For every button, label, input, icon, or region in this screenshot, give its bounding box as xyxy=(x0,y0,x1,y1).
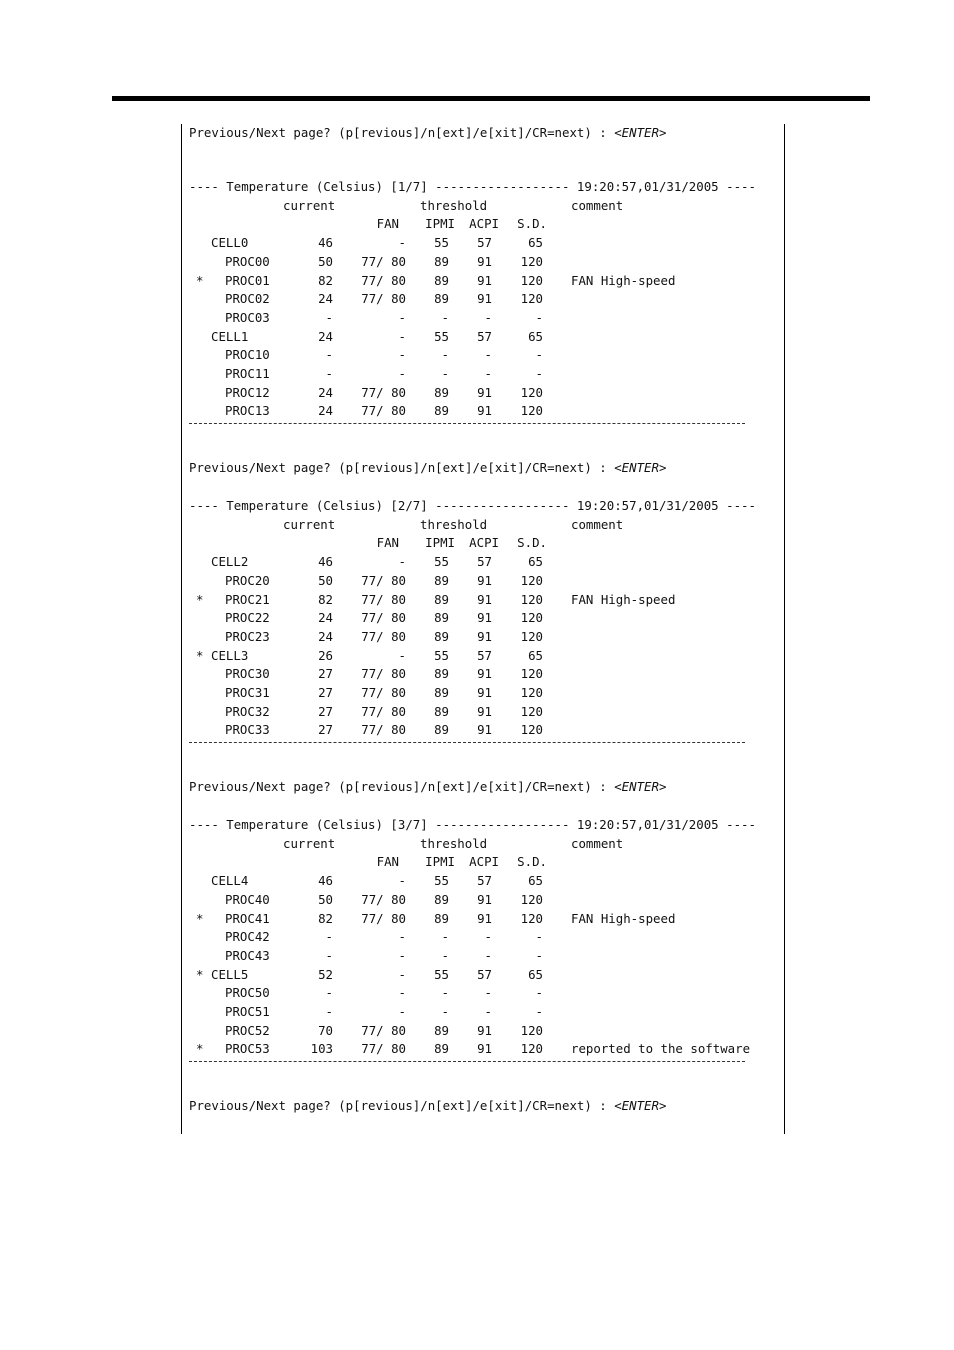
acpi-threshold: 91 xyxy=(477,722,492,738)
sensor-name: CELL4 xyxy=(211,873,249,889)
ipmi-threshold: 89 xyxy=(434,685,449,700)
ipmi-threshold: 89 xyxy=(434,591,449,607)
header-comment: comment xyxy=(571,197,624,213)
sd-threshold: 120 xyxy=(520,685,543,700)
ipmi-threshold: - xyxy=(441,309,449,325)
table-row xyxy=(189,290,769,308)
current-temp: 26 xyxy=(318,647,333,663)
header-threshold: threshold xyxy=(420,835,488,851)
table-row xyxy=(189,1040,769,1058)
header-sd: S.D. xyxy=(517,535,547,551)
header-fan: FAN xyxy=(376,216,399,232)
sensor-name: PROC42 xyxy=(225,929,270,945)
table-row xyxy=(189,966,769,984)
acpi-threshold: 91 xyxy=(477,685,492,700)
header-comment: comment xyxy=(571,516,624,532)
fan-threshold: 77/ 80 xyxy=(361,703,406,719)
fan-threshold: 77/ 80 xyxy=(361,572,406,588)
ipmi-threshold: 89 xyxy=(434,403,449,419)
fan-threshold: 77/ 80 xyxy=(361,722,406,738)
temperature-page-title: ---- Temperature (Celsius) [2/7] ------------------ 19:20:57,01/31/2005 ---- xyxy=(189,498,756,513)
page-prompt xyxy=(189,778,666,796)
header-sd: S.D. xyxy=(517,854,547,870)
current-temp: 46 xyxy=(318,873,333,889)
ipmi-threshold: 89 xyxy=(434,572,449,588)
acpi-threshold: - xyxy=(484,929,492,945)
ipmi-threshold: - xyxy=(441,366,449,381)
sensor-name: PROC31 xyxy=(225,685,270,700)
acpi-threshold: 57 xyxy=(477,554,492,570)
sd-threshold: 120 xyxy=(520,272,543,288)
current-temp: 27 xyxy=(318,722,333,738)
header-row-2 xyxy=(189,853,769,871)
table-row xyxy=(189,328,769,346)
ipmi-threshold: - xyxy=(441,985,449,1001)
sd-threshold: - xyxy=(535,347,543,363)
current-temp: - xyxy=(325,366,333,381)
enter-key-label: <ENTER> xyxy=(614,1098,667,1113)
header-acpi: ACPI xyxy=(469,216,499,232)
acpi-threshold: 57 xyxy=(477,647,492,663)
fan-threshold: 77/ 80 xyxy=(361,610,406,626)
acpi-threshold: 91 xyxy=(477,666,492,682)
alert-mark: * xyxy=(196,272,204,288)
table-row xyxy=(189,947,769,965)
sensor-name: PROC11 xyxy=(225,366,270,381)
header-row-1 xyxy=(189,516,769,534)
ipmi-threshold: 89 xyxy=(434,253,449,269)
table-row xyxy=(189,553,769,571)
sensor-name: CELL3 xyxy=(211,647,249,663)
table-row xyxy=(189,1003,769,1021)
sd-threshold: 120 xyxy=(520,1041,543,1057)
current-temp: 82 xyxy=(318,591,333,607)
fan-threshold: 77/ 80 xyxy=(361,253,406,269)
top-rule xyxy=(112,96,870,101)
acpi-threshold: - xyxy=(484,347,492,363)
prompt-text: Previous/Next page? (p[revious]/n[ext]/e[xit]/CR=next) : xyxy=(189,779,615,794)
sd-threshold: 65 xyxy=(528,647,543,663)
acpi-threshold: - xyxy=(484,366,492,381)
current-temp: 50 xyxy=(318,891,333,907)
ipmi-threshold: 55 xyxy=(434,554,449,570)
enter-key-label: <ENTER> xyxy=(614,779,667,794)
prompt-text: Previous/Next page? (p[revious]/n[ext]/e[xit]/CR=next) : xyxy=(189,460,615,475)
acpi-threshold: 91 xyxy=(477,384,492,400)
sd-threshold: - xyxy=(535,947,543,963)
sd-threshold: 120 xyxy=(520,384,543,400)
current-temp: 27 xyxy=(318,685,333,700)
acpi-threshold: - xyxy=(484,309,492,325)
fan-threshold: - xyxy=(398,366,406,381)
current-temp: 50 xyxy=(318,253,333,269)
acpi-threshold: 91 xyxy=(477,1041,492,1057)
fan-threshold: - xyxy=(398,873,406,889)
page-separator xyxy=(189,423,745,424)
table-row xyxy=(189,402,769,420)
acpi-threshold: 91 xyxy=(477,291,492,307)
fan-threshold: 77/ 80 xyxy=(361,685,406,700)
sd-threshold: 120 xyxy=(520,910,543,926)
fan-threshold: - xyxy=(398,328,406,344)
sensor-name: PROC32 xyxy=(225,703,270,719)
table-row xyxy=(189,665,769,683)
sd-threshold: - xyxy=(535,985,543,1001)
sd-threshold: 120 xyxy=(520,703,543,719)
header-row-2 xyxy=(189,534,769,552)
sd-threshold: 120 xyxy=(520,891,543,907)
current-temp: - xyxy=(325,929,333,945)
current-temp: - xyxy=(325,347,333,363)
sensor-name: PROC03 xyxy=(225,309,270,325)
table-row xyxy=(189,365,769,383)
sensor-name: PROC51 xyxy=(225,1004,270,1019)
table-row xyxy=(189,984,769,1002)
fan-threshold: 77/ 80 xyxy=(361,1041,406,1057)
sd-threshold: 120 xyxy=(520,591,543,607)
sd-threshold: 120 xyxy=(520,666,543,682)
sensor-name: PROC33 xyxy=(225,722,270,738)
ipmi-threshold: 89 xyxy=(434,910,449,926)
header-ipmi: IPMI xyxy=(425,854,455,870)
table-row xyxy=(189,684,769,702)
current-temp: 82 xyxy=(318,272,333,288)
fan-threshold: 77/ 80 xyxy=(361,910,406,926)
fan-threshold: 77/ 80 xyxy=(361,272,406,288)
sd-threshold: 120 xyxy=(520,291,543,307)
current-temp: 27 xyxy=(318,666,333,682)
acpi-threshold: 57 xyxy=(477,235,492,251)
sd-threshold: 120 xyxy=(520,1022,543,1038)
table-row xyxy=(189,910,769,928)
header-ipmi: IPMI xyxy=(425,535,455,551)
sd-threshold: 65 xyxy=(528,873,543,889)
header-row-1 xyxy=(189,835,769,853)
sd-threshold: 120 xyxy=(520,722,543,738)
table-row xyxy=(189,309,769,327)
fan-threshold: 77/ 80 xyxy=(361,891,406,907)
sensor-name: CELL2 xyxy=(211,554,249,570)
acpi-threshold: 91 xyxy=(477,591,492,607)
fan-threshold: 77/ 80 xyxy=(361,291,406,307)
ipmi-threshold: 89 xyxy=(434,1022,449,1038)
fan-threshold: 77/ 80 xyxy=(361,384,406,400)
header-sd: S.D. xyxy=(517,216,547,232)
fan-threshold: 77/ 80 xyxy=(361,666,406,682)
sd-threshold: 120 xyxy=(520,403,543,419)
table-row xyxy=(189,703,769,721)
acpi-threshold: - xyxy=(484,947,492,963)
header-fan: FAN xyxy=(376,854,399,870)
acpi-threshold: 57 xyxy=(477,873,492,889)
row-comment: reported to the software xyxy=(571,1041,751,1057)
ipmi-threshold: 89 xyxy=(434,628,449,644)
prompt-text: Previous/Next page? (p[revious]/n[ext]/e[xit]/CR=next) : xyxy=(189,1098,615,1113)
sensor-name: PROC12 xyxy=(225,384,270,400)
ipmi-threshold: 55 xyxy=(434,873,449,889)
current-temp: 52 xyxy=(318,966,333,982)
temperature-page-title: ---- Temperature (Celsius) [3/7] ------------------ 19:20:57,01/31/2005 ---- xyxy=(189,817,756,832)
enter-key-label: <ENTER> xyxy=(614,460,667,475)
current-temp: - xyxy=(325,1004,333,1019)
header-comment: comment xyxy=(571,835,624,851)
acpi-threshold: 57 xyxy=(477,328,492,344)
table-row xyxy=(189,272,769,290)
sensor-name: PROC23 xyxy=(225,628,270,644)
alert-mark: * xyxy=(196,910,204,926)
header-row-2 xyxy=(189,215,769,233)
acpi-threshold: 91 xyxy=(477,610,492,626)
sd-threshold: 120 xyxy=(520,610,543,626)
fan-threshold: - xyxy=(398,966,406,982)
row-comment: FAN High-speed xyxy=(571,272,676,288)
header-fan: FAN xyxy=(376,535,399,551)
fan-threshold: - xyxy=(398,929,406,945)
sensor-name: PROC50 xyxy=(225,985,270,1001)
acpi-threshold: 91 xyxy=(477,572,492,588)
fan-threshold: - xyxy=(398,947,406,963)
table-row xyxy=(189,721,769,739)
current-temp: 24 xyxy=(318,628,333,644)
sd-threshold: 65 xyxy=(528,966,543,982)
ipmi-threshold: 89 xyxy=(434,610,449,626)
table-row xyxy=(189,346,769,364)
table-row xyxy=(189,1022,769,1040)
sensor-name: CELL5 xyxy=(211,966,249,982)
table-row xyxy=(189,234,769,252)
ipmi-threshold: 89 xyxy=(434,666,449,682)
page-prompt xyxy=(189,1097,666,1115)
sensor-name: CELL0 xyxy=(211,235,249,251)
sensor-name: PROC21 xyxy=(225,591,270,607)
sd-threshold: - xyxy=(535,366,543,381)
sd-threshold: - xyxy=(535,1004,543,1019)
table-row xyxy=(189,872,769,890)
table-row xyxy=(189,628,769,646)
current-temp: 24 xyxy=(318,384,333,400)
table-row xyxy=(189,647,769,665)
sensor-name: PROC40 xyxy=(225,891,270,907)
sensor-name: PROC20 xyxy=(225,572,270,588)
alert-mark: * xyxy=(196,647,204,663)
header-threshold: threshold xyxy=(420,197,488,213)
acpi-threshold: - xyxy=(484,985,492,1001)
sensor-name: PROC41 xyxy=(225,910,270,926)
current-temp: 24 xyxy=(318,610,333,626)
acpi-threshold: 91 xyxy=(477,253,492,269)
sd-threshold: 65 xyxy=(528,554,543,570)
alert-mark: * xyxy=(196,966,204,982)
fan-threshold: - xyxy=(398,985,406,1001)
ipmi-threshold: 55 xyxy=(434,647,449,663)
table-row xyxy=(189,591,769,609)
current-temp: - xyxy=(325,309,333,325)
sd-threshold: - xyxy=(535,309,543,325)
current-temp: 24 xyxy=(318,403,333,419)
table-row xyxy=(189,572,769,590)
sensor-name: PROC43 xyxy=(225,947,270,963)
sd-threshold: 65 xyxy=(528,328,543,344)
sensor-name: PROC53 xyxy=(225,1041,270,1057)
fan-threshold: 77/ 80 xyxy=(361,1022,406,1038)
acpi-threshold: 91 xyxy=(477,403,492,419)
ipmi-threshold: 55 xyxy=(434,328,449,344)
acpi-threshold: - xyxy=(484,1004,492,1019)
ipmi-threshold: 89 xyxy=(434,1041,449,1057)
fan-threshold: - xyxy=(398,347,406,363)
ipmi-threshold: - xyxy=(441,947,449,963)
current-temp: 46 xyxy=(318,554,333,570)
ipmi-threshold: 89 xyxy=(434,272,449,288)
current-temp: 27 xyxy=(318,703,333,719)
header-current: current xyxy=(283,516,336,532)
table-row xyxy=(189,891,769,909)
ipmi-threshold: 89 xyxy=(434,291,449,307)
header-current: current xyxy=(283,835,336,851)
current-temp: 82 xyxy=(318,910,333,926)
table-row xyxy=(189,384,769,402)
alert-mark: * xyxy=(196,591,204,607)
sd-threshold: 65 xyxy=(528,235,543,251)
header-current: current xyxy=(283,197,336,213)
ipmi-threshold: 89 xyxy=(434,384,449,400)
enter-key-label: <ENTER> xyxy=(614,125,667,140)
fan-threshold: - xyxy=(398,235,406,251)
sd-threshold: - xyxy=(535,929,543,945)
acpi-threshold: 91 xyxy=(477,272,492,288)
acpi-threshold: 91 xyxy=(477,891,492,907)
row-comment: FAN High-speed xyxy=(571,591,676,607)
sensor-name: PROC10 xyxy=(225,347,270,363)
page-prompt xyxy=(189,124,666,142)
current-temp: 103 xyxy=(310,1041,333,1057)
fan-threshold: - xyxy=(398,554,406,570)
page-separator xyxy=(189,742,745,743)
current-temp: - xyxy=(325,985,333,1001)
header-ipmi: IPMI xyxy=(425,216,455,232)
prompt-text: Previous/Next page? (p[revious]/n[ext]/e[xit]/CR=next) : xyxy=(189,125,615,140)
header-threshold: threshold xyxy=(420,516,488,532)
page-prompt xyxy=(189,459,666,477)
current-temp: 24 xyxy=(318,328,333,344)
sensor-name: PROC01 xyxy=(225,272,270,288)
header-acpi: ACPI xyxy=(469,854,499,870)
page-separator xyxy=(189,1061,745,1062)
fan-threshold: 77/ 80 xyxy=(361,403,406,419)
sensor-name: PROC02 xyxy=(225,291,270,307)
fan-threshold: 77/ 80 xyxy=(361,591,406,607)
sensor-name: CELL1 xyxy=(211,328,249,344)
sensor-name: PROC30 xyxy=(225,666,270,682)
sensor-name: PROC22 xyxy=(225,610,270,626)
current-temp: 50 xyxy=(318,572,333,588)
fan-threshold: 77/ 80 xyxy=(361,628,406,644)
sensor-name: PROC13 xyxy=(225,403,270,419)
fan-threshold: - xyxy=(398,1004,406,1019)
acpi-threshold: 91 xyxy=(477,628,492,644)
ipmi-threshold: - xyxy=(441,1004,449,1019)
ipmi-threshold: 55 xyxy=(434,966,449,982)
table-row xyxy=(189,609,769,627)
ipmi-threshold: 89 xyxy=(434,703,449,719)
ipmi-threshold: - xyxy=(441,347,449,363)
table-row xyxy=(189,928,769,946)
current-temp: 24 xyxy=(318,291,333,307)
acpi-threshold: 91 xyxy=(477,910,492,926)
ipmi-threshold: 89 xyxy=(434,722,449,738)
current-temp: 46 xyxy=(318,235,333,251)
acpi-threshold: 91 xyxy=(477,1022,492,1038)
sd-threshold: 120 xyxy=(520,572,543,588)
temperature-page-title: ---- Temperature (Celsius) [1/7] ------------------ 19:20:57,01/31/2005 ---- xyxy=(189,179,756,194)
ipmi-threshold: 55 xyxy=(434,235,449,251)
sensor-name: PROC00 xyxy=(225,253,270,269)
alert-mark: * xyxy=(196,1041,204,1057)
sd-threshold: 120 xyxy=(520,628,543,644)
fan-threshold: - xyxy=(398,647,406,663)
ipmi-threshold: - xyxy=(441,929,449,945)
fan-threshold: - xyxy=(398,309,406,325)
acpi-threshold: 57 xyxy=(477,966,492,982)
table-row xyxy=(189,253,769,271)
header-acpi: ACPI xyxy=(469,535,499,551)
ipmi-threshold: 89 xyxy=(434,891,449,907)
header-row-1 xyxy=(189,197,769,215)
current-temp: - xyxy=(325,947,333,963)
sd-threshold: 120 xyxy=(520,253,543,269)
sensor-name: PROC52 xyxy=(225,1022,270,1038)
acpi-threshold: 91 xyxy=(477,703,492,719)
current-temp: 70 xyxy=(318,1022,333,1038)
row-comment: FAN High-speed xyxy=(571,910,676,926)
